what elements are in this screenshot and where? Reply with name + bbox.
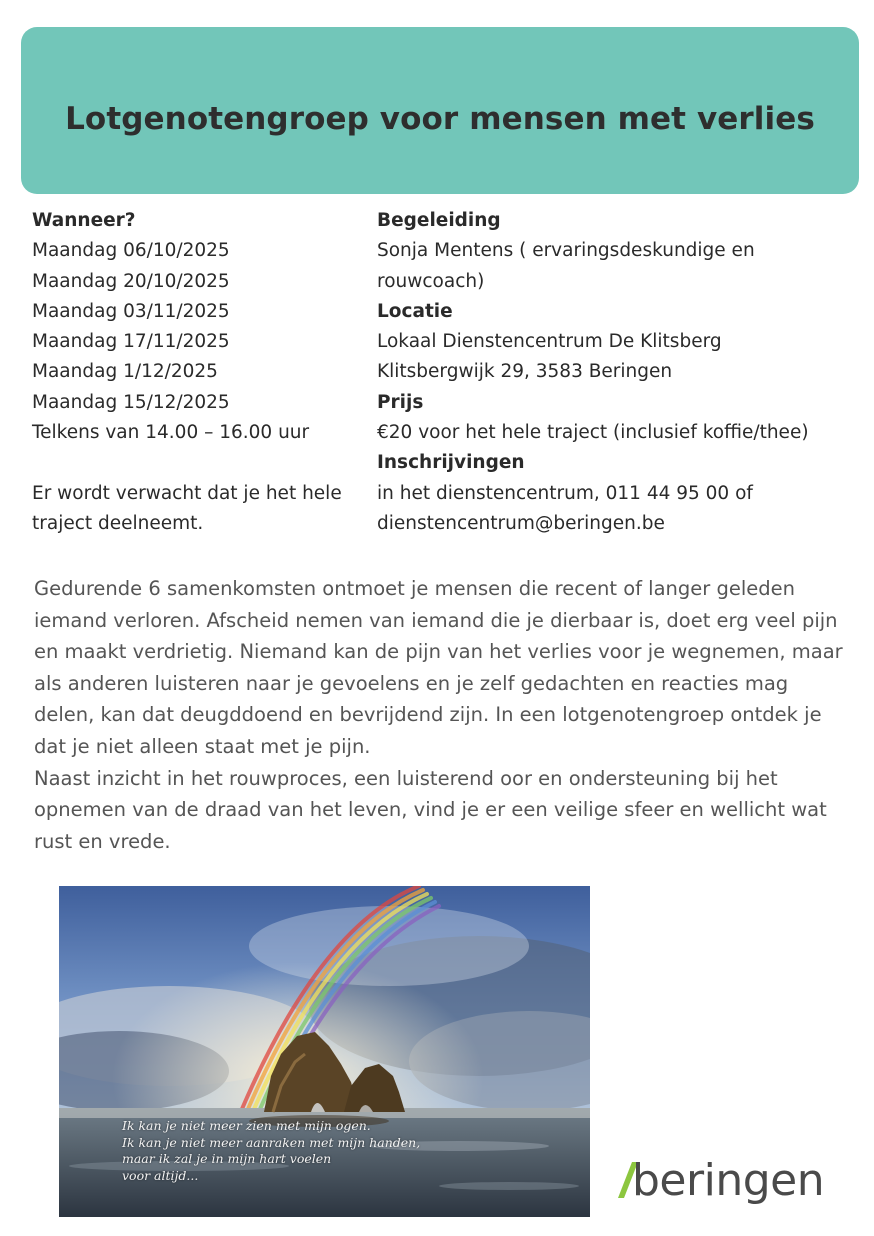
title-banner [21,27,859,194]
session-time: Telkens van 14.00 – 16.00 uur [32,422,310,444]
poem-overlay [122,1118,420,1184]
info-column [377,206,847,539]
price-text: €20 voor het hele traject (inclusief koffie/thee) [377,422,809,444]
session-date: Maandag 17/11/2025 [32,331,230,353]
when-column [32,206,362,539]
session-date: Maandag 20/10/2025 [32,270,230,292]
session-date: Maandag 03/11/2025 [32,300,230,322]
intro-line: Gedurende 6 samenkomsten ontmoet je mensen die recent of langer geleden [34,577,796,600]
when-label: Wanneer? [32,210,136,231]
poem-line: Ik kan je niet meer aanraken met mijn handen, [122,1134,421,1150]
attendance-note: traject deelneemt. [32,512,204,534]
guidance-label: Begeleiding [377,210,501,231]
price-label: Prijs [377,391,424,413]
guidance-text: rouwcoach) [377,270,485,292]
attendance-note: Er wordt verwacht dat je het hele [32,482,342,504]
intro-line: en maakt verdrietig. Niemand kan de pijn van het verlies voor je wegnemen, maar [34,640,843,664]
intro-paragraph [34,573,844,857]
intro-line: dat je niet alleen staat met je pijn. [34,734,371,758]
location-text: Lokaal Dienstencentrum De Klitsberg [377,331,722,353]
session-date: Maandag 1/12/2025 [32,361,218,383]
intro-line: opnemen van de draad van het leven, vind je er een veilige sfeer en wellicht wat [34,798,827,822]
registration-text: in het dienstencentrum, 011 44 95 00 of [377,482,753,504]
intro-line: rust en vrede. [34,829,171,853]
page-title: Lotgenotengroep voor mensen met verlies [65,101,815,137]
poem-line: voor altijd... [122,1167,199,1183]
intro-line: Naast inzicht in het rouwproces, een luisterend oor en ondersteuning bij het [34,766,778,790]
registration-email: dienstencentrum@beringen.be [377,512,665,534]
intro-line: als anderen luisteren naar je gevoelens en je zelf gedachten en reacties mag [34,671,789,695]
poem-line: maar ik zal je in mijn hart voelen [122,1151,332,1166]
session-date: Maandag 06/10/2025 [32,240,230,262]
location-label: Locatie [377,300,453,322]
location-text: Klitsbergwijk 29, 3583 Beringen [377,361,673,383]
guidance-text: Sonja Mentens ( ervaringsdeskundige en [377,240,755,262]
poem-line: Ik kan je niet meer zien met mijn ogen. [122,1118,371,1133]
beringen-logo [614,1152,844,1214]
logo-wordmark: beringen [632,1155,825,1206]
intro-line: delen, kan dat deugddoend en bevrijdend zijn. In een lotgenotengroep ontdek je [34,703,822,727]
rainbow-photo [59,886,590,1217]
session-date: Maandag 15/12/2025 [32,391,230,413]
intro-line: iemand verloren. Afscheid nemen van iemand die je dierbaar is, doet erg veel pijn [34,608,838,632]
registration-label: Inschrijvingen [377,452,525,474]
